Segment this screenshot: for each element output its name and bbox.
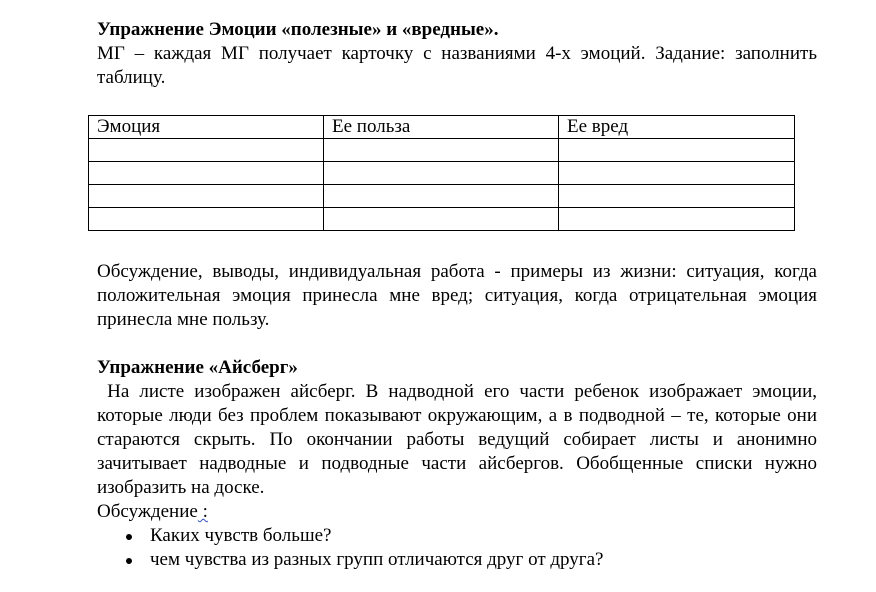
exercise2-description: На листе изображен айсберг. В надводной его части ребенок изображает эмоции, которые люди без проблем показывают окружающим, а в подводной – те, которые они стараются скрыть. По окончании работы ведущий собирает листы и анонимно зачитывает надводные и подводные части айсбергов. Обобщенные списки нужно изобразить на доске. bbox=[97, 381, 822, 498]
table-cell bbox=[324, 185, 559, 208]
table-cell bbox=[89, 162, 324, 185]
table-cell bbox=[559, 139, 795, 162]
table-header-emotion: Эмоция bbox=[89, 116, 324, 139]
table-cell bbox=[324, 208, 559, 231]
table-header-row bbox=[89, 116, 795, 139]
document-page bbox=[97, 18, 822, 570]
table-cell bbox=[89, 185, 324, 208]
table-cell bbox=[559, 185, 795, 208]
table-cell bbox=[89, 208, 324, 231]
table-row bbox=[89, 139, 795, 162]
exercise2-block bbox=[97, 356, 822, 572]
table-cell bbox=[324, 139, 559, 162]
exercise1-description: МГ – каждая МГ получает карточку с названиями 4-х эмоций. Задание: заполнить таблицу. bbox=[97, 43, 817, 88]
exercise1-discussion-block bbox=[97, 260, 817, 332]
exercise1-discussion: Обсуждение, выводы, индивидуальная работа - примеры из жизни: ситуация, когда положительная эмоция принесла мне вред; ситуация, когда отрицательная эмоция принесла мне пользу. bbox=[97, 261, 817, 330]
list-item bbox=[97, 548, 817, 572]
table-cell bbox=[324, 162, 559, 185]
discussion-label: Обсуждение bbox=[97, 501, 198, 522]
bullet-icon bbox=[126, 534, 132, 540]
table-cell bbox=[89, 139, 324, 162]
discussion-colon: : bbox=[197, 501, 208, 522]
questions-list bbox=[97, 524, 817, 572]
table-row bbox=[89, 208, 795, 231]
exercise1-title: Упражнение Эмоции «полезные» и «вредные». bbox=[97, 19, 499, 40]
question-text: чем чувства из разных групп отличаются друг от друга? bbox=[150, 549, 604, 570]
table-row bbox=[89, 162, 795, 185]
emotions-table bbox=[88, 115, 795, 231]
exercise2-title: Упражнение «Айсберг» bbox=[97, 357, 298, 378]
question-text: Каких чувств больше? bbox=[150, 525, 332, 546]
list-item bbox=[97, 524, 817, 548]
table-header-harm: Ее вред bbox=[559, 116, 795, 139]
table-cell bbox=[559, 208, 795, 231]
table-cell bbox=[559, 162, 795, 185]
exercise2-discussion-heading bbox=[97, 500, 817, 524]
table-header-benefit: Ее польза bbox=[324, 116, 559, 139]
bullet-icon bbox=[126, 558, 132, 564]
table-row bbox=[89, 185, 795, 208]
